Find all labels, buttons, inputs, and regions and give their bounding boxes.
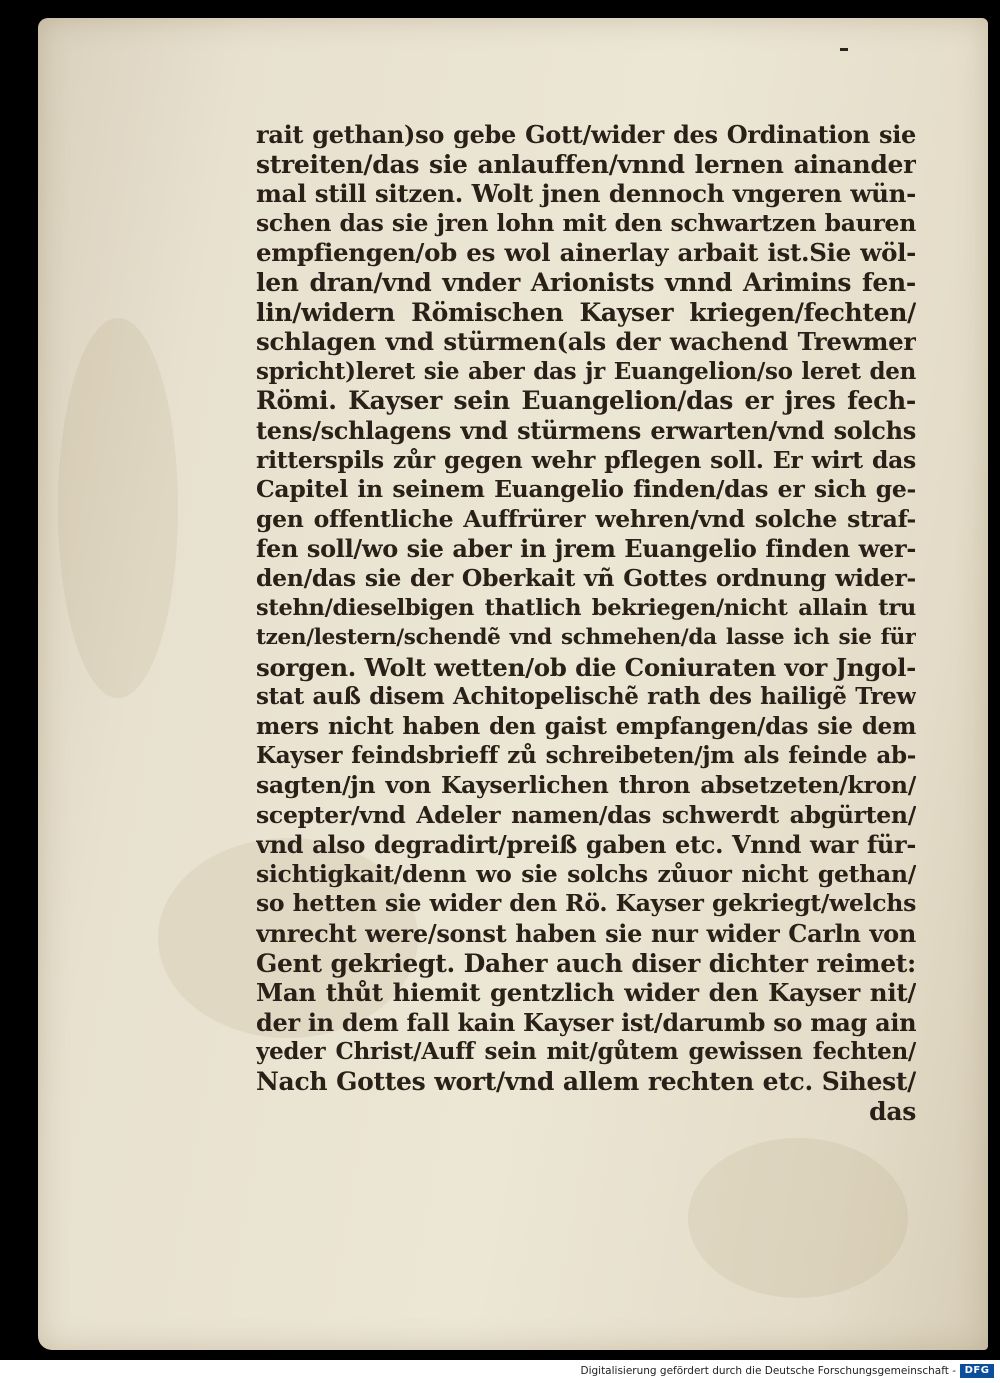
- text-line: Römi. Kayser sein Euangelion/das er jres fech-: [256, 386, 916, 416]
- text-line: rait gethan)so gebe Gott/wider des Ordination sie: [256, 120, 916, 149]
- text-line: so hetten sie wider den Rö. Kayser gekriegt/welchs: [256, 889, 916, 918]
- text-line: sagten/jn von Kayserlichen thron absetzeten/kron/: [256, 771, 916, 800]
- catchword: das: [869, 1096, 916, 1126]
- text-line: sichtigkait/denn wo sie solchs zůuor nicht gethan/: [256, 859, 916, 888]
- text-line: tzen/lestern/schendẽ vnd schmehen/da lasse ich sie für: [256, 625, 916, 651]
- text-line: scepter/vnd Adeler namen/das schwerdt abgürten/: [256, 800, 916, 829]
- text-block: [256, 120, 916, 1126]
- text-line: Nach Gottes wort/vnd allem rechten etc. Sihest/: [256, 1067, 916, 1096]
- text-line: tens/schlagens vnd stürmens erwarten/vnd solchs: [256, 415, 916, 445]
- text-line: Man thůt hiemit gentzlich wider den Kayser nit/: [256, 978, 916, 1008]
- text-line: Capitel in seinem Euangelio finden/das er sich ge-: [256, 475, 916, 504]
- text-line: streiten/das sie anlauffen/vnnd lernen ainander: [256, 149, 916, 179]
- text-line: fen soll/wo sie aber in jrem Euangelio finden wer-: [256, 534, 916, 564]
- text-line: schlagen vnd stürmen(als der wachend Trewmer: [256, 327, 916, 357]
- dfg-logo-icon: DFG: [960, 1364, 994, 1378]
- paper-stain: [58, 318, 178, 698]
- text-line: Kayser feindsbrieff zů schreibeten/jm als feinde ab-: [256, 742, 916, 770]
- text-line: Gent gekriegt. Daher auch diser dichter reimet:: [256, 948, 916, 978]
- text-line: der in dem fall kain Kayser ist/darumb so mag ain: [256, 1007, 916, 1037]
- text-line: empfiengen/ob es wol ainerlay arbait ist.Sie wöl-: [256, 238, 916, 268]
- paper-stain: [688, 1138, 908, 1298]
- text-line: gen offentliche Auffrürer wehren/vnd solche straf-: [256, 504, 916, 533]
- text-line: spricht)leret sie aber das jr Euangelion/so leret den: [256, 357, 916, 385]
- text-line: yeder Christ/Auff sein mit/gůtem gewissen fechten/: [256, 1038, 916, 1066]
- book-page: [38, 18, 988, 1350]
- text-line: den/das sie der Oberkait vñ Gottes ordnung wider-: [256, 563, 916, 592]
- text-line: ritterspils zůr gegen wehr pflegen soll. Er wirt das: [256, 445, 916, 474]
- page-mark: [840, 48, 848, 51]
- text-line: schen das sie jren lohn mit den schwartzen bauren: [256, 208, 916, 237]
- funding-credit: Digitalisierung gefördert durch die Deutsche Forschungsgemeinschaft -: [580, 1365, 956, 1377]
- text-line: len dran/vnd vnder Arionists vnnd Arimins fen-: [256, 267, 916, 297]
- text-line: vnrecht were/sonst haben sie nur wider Carln von: [256, 919, 916, 949]
- text-line: stehn/dieselbigen thatlich bekriegen/nicht allain tru: [256, 594, 916, 621]
- text-line: stat auß disem Achitopelischẽ rath des hailigẽ Trew: [256, 683, 916, 711]
- text-line: lin/widern Römischen Kayser kriegen/fechten/: [256, 297, 916, 327]
- text-line: vnd also degradirt/preiß gaben etc. Vnnd war für-: [256, 830, 916, 860]
- digitization-footer: [0, 1360, 1000, 1383]
- text-line: mal still sitzen. Wolt jnen dennoch vngeren wün-: [256, 179, 916, 209]
- text-line: mers nicht haben den gaist empfangen/das sie dem: [256, 712, 916, 740]
- text-line: sorgen. Wolt wetten/ob die Coniuraten vor Jngol-: [256, 652, 916, 682]
